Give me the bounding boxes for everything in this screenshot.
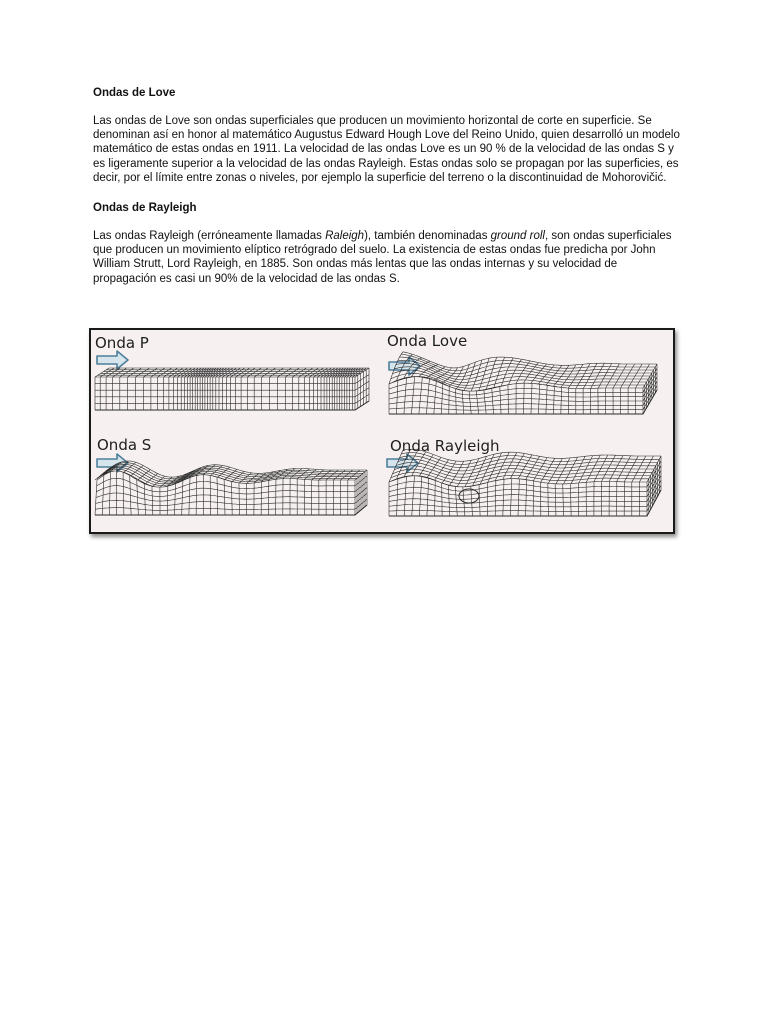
grid-block-onda-rayleigh [389, 449, 661, 516]
text-run: Las ondas Rayleigh (erróneamente llamadas [93, 230, 326, 243]
heading-ondas-de-love: Ondas de Love [93, 87, 176, 99]
document-body [93, 84, 683, 286]
seismic-waves-illustration [91, 330, 673, 532]
grid-block-onda-p [95, 368, 369, 410]
arrow-right-icon [97, 351, 128, 369]
panel-onda-rayleigh [387, 437, 661, 516]
panel-onda-love [387, 332, 657, 414]
paragraph-ondas-de-rayleigh [93, 229, 683, 286]
italic-term-ground-roll: ground roll [490, 230, 545, 243]
heading-ondas-de-rayleigh: Ondas de Rayleigh [93, 202, 197, 215]
panel-onda-p [95, 334, 369, 410]
grid-block-onda-love [389, 352, 657, 414]
italic-term-raleigh: Raleigh [325, 230, 365, 243]
paragraph-ondas-de-love: Las ondas de Love son ondas superficiales que producen un movimiento horizontal de corte en superficie. Se denominan así en honor al matemático Augustus Edward Hough Love del Reino Unido, quien desarrolló un modelo matemático de estas ondas en 1911. La velocidad de las ondas Love es un 90 % de la velocidad de las ondas S y es ligeramente superior a la velocidad de las ondas Rayleigh. Estas ondas solo se propagan por las superficies, es decir, por el límite entre zonas o niveles, por ejemplo la superficie del terreno o la discontinuidad de Mohorovičić. [93, 115, 680, 184]
grid-block-onda-s [95, 461, 367, 515]
panel-label-onda-rayleigh: Onda Rayleigh [390, 437, 500, 455]
panel-label-onda-p: Onda P [95, 334, 149, 352]
text-run: ), también denominadas [364, 230, 491, 243]
text-run: , son ondas superficiales que producen un movimiento elíptico retrógrado del suelo. La existencia de estas ondas fue predicha por John William Strutt, Lord Rayleigh, en 1885. Son ondas más lentas que las ondas internas y su velocidad de propagación es casi un 90% de la velocidad de las ondas S. [93, 230, 672, 285]
panel-onda-s [95, 436, 367, 515]
seismic-waves-figure [89, 328, 675, 534]
panel-label-onda-s: Onda S [97, 436, 152, 454]
panel-label-onda-love: Onda Love [387, 332, 468, 350]
